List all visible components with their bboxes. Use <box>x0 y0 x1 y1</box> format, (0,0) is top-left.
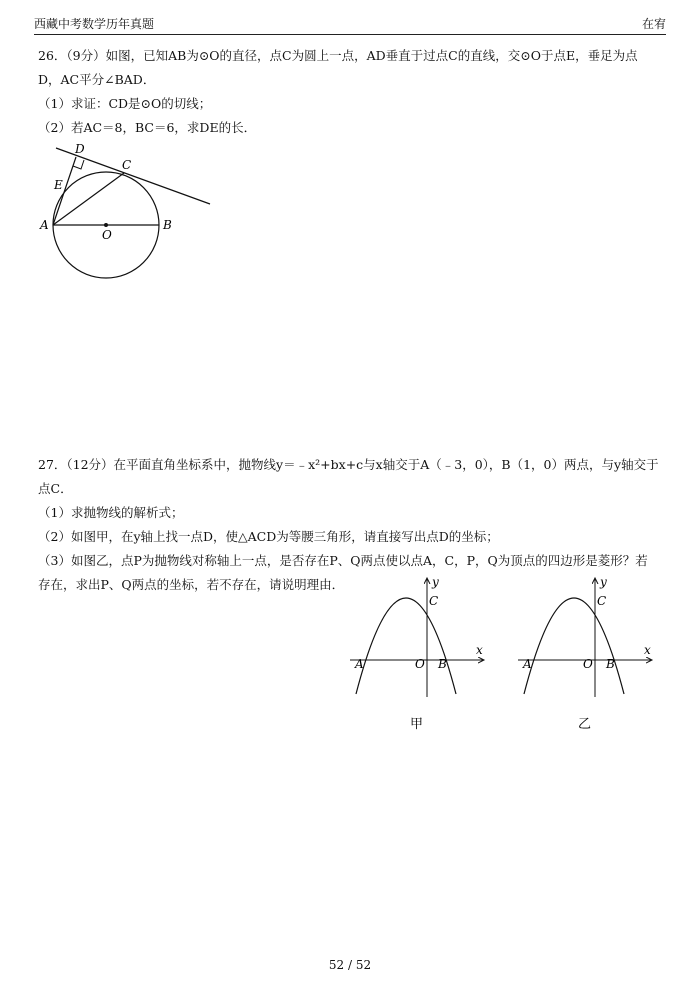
label-o: O <box>102 228 112 242</box>
parabola <box>356 598 456 694</box>
q27-line1: 27．（12分）在平面直角坐标系中，抛物线y＝﹣x²+bx+c与x轴交于A（﹣3，0），B（1，0）两点，与y轴交于 <box>38 457 659 472</box>
label-o: O <box>415 657 425 671</box>
segment-ac <box>53 173 124 225</box>
page-header <box>34 10 666 35</box>
header-title: 西藏中考数学历年真题 <box>34 17 155 31</box>
q26-figure <box>36 138 226 288</box>
parabola <box>524 598 624 694</box>
label-c: C <box>122 158 132 172</box>
q27-line2: 点C． <box>38 481 73 496</box>
page-number: 52 / 52 <box>328 958 372 972</box>
q27-sub3b: 存在，求出P、Q两点的坐标，若不存在，请说明理由． <box>38 577 345 592</box>
label-b: B <box>163 218 172 232</box>
label-c: C <box>597 594 607 608</box>
q26-sub1: （1）求证：CD是⊙O的切线； <box>38 96 212 111</box>
label-o: O <box>583 657 593 671</box>
caption: 乙 <box>578 717 592 732</box>
label-a: A <box>355 657 364 671</box>
label-e: E <box>54 178 63 192</box>
question-26 <box>38 44 662 140</box>
q27-figure-yi <box>512 572 662 742</box>
label-c: C <box>429 594 439 608</box>
label-a: A <box>523 657 532 671</box>
q27-sub2: （2）如图甲，在y轴上找一点D，使△ACD为等腰三角形，请直接写出点D的坐标； <box>38 529 499 544</box>
caption: 甲 <box>410 717 424 732</box>
q26-line2: D，AC平分∠BAD． <box>38 72 156 87</box>
header-right: 在宥 <box>641 17 666 31</box>
q26-line1: 26．（9分）如图，已知AB为⊙O的直径，点C为圆上一点，AD垂直于过点C的直线，交⊙O于点E，垂足为点 <box>38 48 638 63</box>
center-dot <box>104 223 108 227</box>
q27-sub1: （1）求抛物线的解析式； <box>38 505 184 520</box>
label-y: y <box>600 575 607 589</box>
q27-figure-jia <box>344 572 494 742</box>
q26-sub2: （2）若AC＝8，BC＝6，求DE的长． <box>38 120 257 135</box>
label-d: D <box>75 142 85 156</box>
label-b: B <box>606 657 615 671</box>
label-x: x <box>644 643 651 657</box>
label-x: x <box>476 643 483 657</box>
label-a: A <box>40 218 49 232</box>
label-y: y <box>432 575 439 589</box>
label-b: B <box>438 657 447 671</box>
tangent-line <box>56 148 210 204</box>
q27-sub3a: （3）如图乙，点P为抛物线对称轴上一点，是否存在P、Q两点使以点A，C，P，Q为顶点的四边形是菱形？若 <box>38 553 648 568</box>
